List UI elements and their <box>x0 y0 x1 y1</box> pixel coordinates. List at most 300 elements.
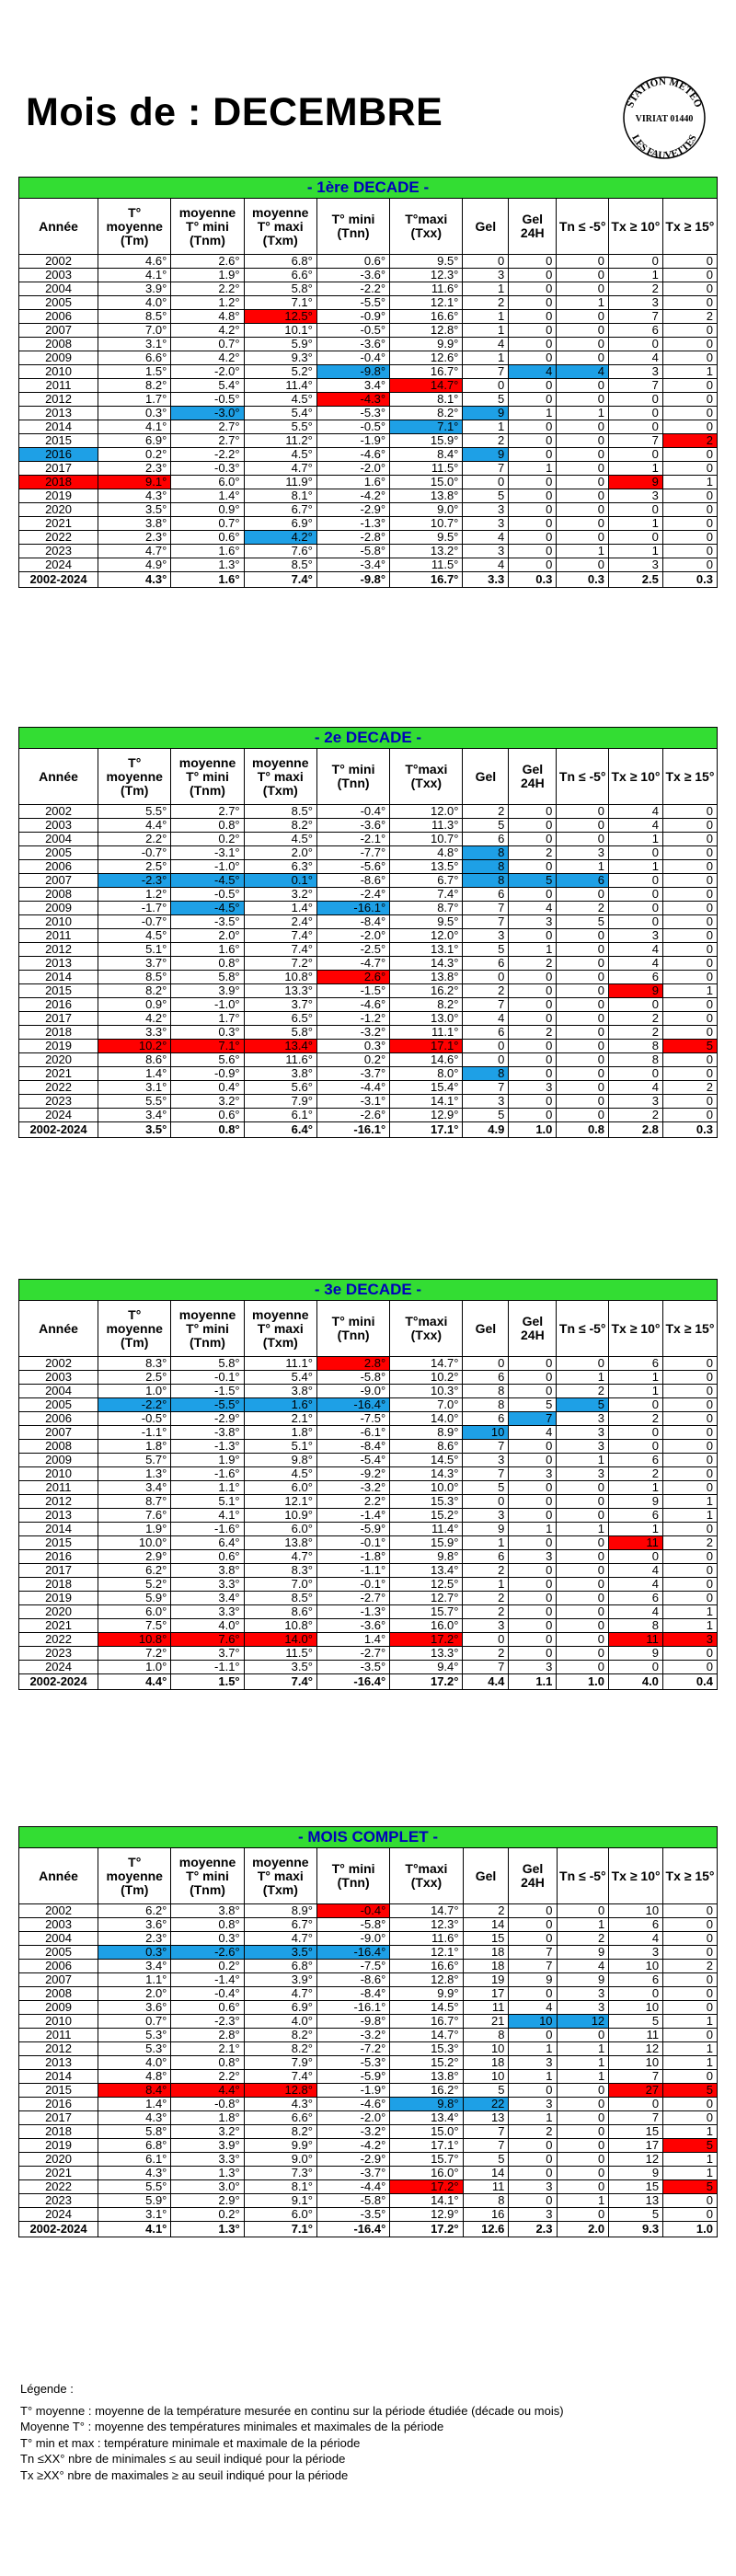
value-cell: 11 <box>463 2001 509 2015</box>
value-cell: 0 <box>509 255 557 269</box>
table-row <box>19 2139 718 2153</box>
value-cell: 15.4° <box>390 1081 463 1095</box>
value-cell: 4.9° <box>98 558 171 572</box>
value-cell: 7.1° <box>390 420 463 434</box>
value-cell: 3 <box>463 1509 509 1523</box>
value-cell: 0 <box>557 1495 609 1509</box>
value-cell: 14.5° <box>390 2001 463 2015</box>
table-row <box>19 957 718 971</box>
value-cell: 15 <box>609 2125 663 2139</box>
value-cell: 0 <box>608 255 662 269</box>
value-cell: 2.8° <box>171 2029 244 2042</box>
value-cell: 7.1° <box>244 296 316 310</box>
value-cell: 4.2° <box>98 1012 171 1026</box>
value-cell: 2 <box>463 296 509 310</box>
value-cell: 12.1° <box>390 1946 463 1960</box>
value-cell: 6.2° <box>98 1904 171 1918</box>
value-cell: 8.6° <box>98 1053 171 1067</box>
table-row <box>19 1918 718 1932</box>
value-cell: 14 <box>463 2167 509 2180</box>
column-header: moyenne T° maxi (Txm) <box>244 1848 316 1904</box>
value-cell: 0.8° <box>171 1918 244 1932</box>
value-cell: 10.0° <box>98 1536 171 1550</box>
value-cell: 5 <box>463 2084 509 2098</box>
value-cell: 5.9° <box>98 2194 171 2208</box>
value-cell: 13.8° <box>390 971 463 984</box>
value-cell: -3.2° <box>316 2029 389 2042</box>
value-cell: 6.1° <box>244 1109 316 1122</box>
value-cell: 7 <box>463 998 509 1012</box>
column-header: Année <box>19 199 98 255</box>
year-cell: 2015 <box>19 984 98 998</box>
value-cell: 4.3° <box>98 489 171 503</box>
value-cell: 0.8° <box>171 819 244 833</box>
table-row <box>19 929 718 943</box>
value-cell: -2.0° <box>171 365 244 379</box>
value-cell: 9 <box>557 1973 609 1987</box>
value-cell: 4.8° <box>390 846 463 860</box>
table-row <box>19 1904 718 1918</box>
table-row <box>19 338 718 351</box>
average-cell: 4.4 <box>463 1674 509 1690</box>
value-cell: 1 <box>609 1481 663 1495</box>
value-cell: 8.7° <box>390 902 463 915</box>
value-cell: 6 <box>463 1026 509 1040</box>
value-cell: 0 <box>609 1550 663 1564</box>
value-cell: 1 <box>509 462 557 476</box>
value-cell: 4 <box>609 957 663 971</box>
value-cell: 17 <box>609 2139 663 2153</box>
value-cell: 1 <box>509 2111 557 2125</box>
year-cell: 2010 <box>19 1467 98 1481</box>
value-cell: 2.3° <box>98 531 171 545</box>
value-cell: 3.1° <box>98 338 171 351</box>
value-cell: 7 <box>463 1661 509 1674</box>
value-cell: -8.4° <box>316 1987 389 2001</box>
value-cell: 9 <box>463 448 509 462</box>
value-cell: 8 <box>463 846 509 860</box>
value-cell: 13.1° <box>390 943 463 957</box>
year-cell: 2002 <box>19 1357 98 1371</box>
value-cell: 1.8° <box>244 1426 316 1440</box>
value-cell: 0 <box>662 1357 717 1371</box>
value-cell: -1.9° <box>316 434 389 448</box>
year-cell: 2016 <box>19 2098 98 2111</box>
value-cell: 0 <box>662 462 717 476</box>
value-cell: 0 <box>609 888 663 902</box>
value-cell: 14.7° <box>390 379 463 393</box>
value-cell: 1.9° <box>98 1523 171 1536</box>
table-row <box>19 874 718 888</box>
value-cell: 0 <box>463 1053 509 1067</box>
value-cell: 10 <box>609 1960 663 1973</box>
table-row <box>19 1095 718 1109</box>
value-cell: 1.4° <box>98 1067 171 1081</box>
column-header: Gel 24H <box>509 199 557 255</box>
value-cell: 8.7° <box>98 1495 171 1509</box>
year-cell: 2010 <box>19 915 98 929</box>
value-cell: 5 <box>609 2015 663 2029</box>
year-cell: 2008 <box>19 888 98 902</box>
value-cell: 3.8° <box>244 1385 316 1398</box>
value-cell: 7 <box>463 902 509 915</box>
value-cell: -7.5° <box>316 1412 389 1426</box>
value-cell: 3 <box>463 545 509 558</box>
column-header: Gel <box>463 199 509 255</box>
value-cell: 1 <box>463 282 509 296</box>
value-cell: 10.1° <box>244 324 316 338</box>
value-cell: 4 <box>609 1932 663 1946</box>
value-cell: 1 <box>663 2153 718 2167</box>
table-row <box>19 2042 718 2056</box>
value-cell: 11.9° <box>244 476 316 489</box>
value-cell: 6.7° <box>244 503 316 517</box>
table-row <box>19 489 718 503</box>
value-cell: 3.9° <box>98 282 171 296</box>
value-cell: 2 <box>463 1605 509 1619</box>
year-cell: 2020 <box>19 2153 98 2167</box>
value-cell: 0 <box>662 255 717 269</box>
value-cell: 18 <box>463 1946 509 1960</box>
value-cell: -16.4° <box>316 1946 389 1960</box>
value-cell: 4 <box>463 531 509 545</box>
value-cell: 0 <box>662 296 717 310</box>
value-cell: 22 <box>463 2098 509 2111</box>
column-header: moyenne T° mini (Tnm) <box>171 1301 244 1357</box>
average-cell: 2.0 <box>557 2222 609 2237</box>
year-cell: 2014 <box>19 1523 98 1536</box>
value-cell: 1 <box>463 1578 509 1592</box>
period-cell: 2002-2024 <box>19 572 98 588</box>
value-cell: 0 <box>663 1932 718 1946</box>
value-cell: 4.3° <box>244 2098 316 2111</box>
value-cell: 3 <box>509 1467 557 1481</box>
value-cell: 0 <box>509 558 557 572</box>
value-cell: 0 <box>463 1633 509 1647</box>
value-cell: 6.7° <box>244 1918 316 1932</box>
value-cell: 0 <box>557 476 609 489</box>
value-cell: 0 <box>557 1040 609 1053</box>
value-cell: -5.9° <box>316 1523 389 1536</box>
value-cell: 7.1° <box>171 1040 244 1053</box>
year-cell: 2003 <box>19 1918 98 1932</box>
value-cell: 0 <box>662 1523 717 1536</box>
average-cell: 0.3 <box>662 572 717 588</box>
value-cell: 4 <box>609 1578 663 1592</box>
value-cell: 0 <box>662 503 717 517</box>
value-cell: 0 <box>509 503 557 517</box>
value-cell: 5.3° <box>98 2029 171 2042</box>
value-cell: -4.2° <box>316 489 389 503</box>
value-cell: 8.2° <box>390 998 463 1012</box>
value-cell: 7 <box>463 365 509 379</box>
value-cell: 10 <box>463 2042 509 2056</box>
year-cell: 2004 <box>19 833 98 846</box>
value-cell: 0 <box>609 998 663 1012</box>
value-cell: 0 <box>608 503 662 517</box>
value-cell: 1 <box>609 860 663 874</box>
average-cell: 4.3° <box>98 572 171 588</box>
year-cell: 2021 <box>19 1619 98 1633</box>
value-cell: 0 <box>509 1619 557 1633</box>
value-cell: 11 <box>463 2180 509 2194</box>
table-row <box>19 1398 718 1412</box>
value-cell: 0.8° <box>171 2056 244 2070</box>
value-cell: 14.0° <box>244 1633 316 1647</box>
value-cell: 8 <box>463 1067 509 1081</box>
value-cell: 11.4° <box>244 379 316 393</box>
value-cell: 2 <box>609 1109 663 1122</box>
value-cell: 12.5° <box>244 310 316 324</box>
year-cell: 2014 <box>19 2070 98 2084</box>
value-cell: 5.8° <box>98 2125 171 2139</box>
column-header: Gel 24H <box>509 1848 557 1904</box>
value-cell: 0 <box>662 888 717 902</box>
value-cell: 13.8° <box>390 2070 463 2084</box>
value-cell: 1 <box>463 420 509 434</box>
year-cell: 2024 <box>19 1661 98 1674</box>
value-cell: 8.5° <box>98 310 171 324</box>
value-cell: 0 <box>509 2194 557 2208</box>
value-cell: 3 <box>557 2001 609 2015</box>
value-cell: 2.7° <box>171 805 244 819</box>
summary-row <box>19 1674 718 1690</box>
value-cell: 0 <box>662 489 717 503</box>
value-cell: -2.9° <box>316 2153 389 2167</box>
value-cell: 3.7° <box>171 1647 244 1661</box>
value-cell: 4.8° <box>171 310 244 324</box>
value-cell: -3.6° <box>316 1619 389 1633</box>
table-row <box>19 448 718 462</box>
value-cell: 5 <box>463 393 509 407</box>
column-header: Tn ≤ -5° <box>557 199 609 255</box>
stamp-top-text: STATION METEO <box>625 75 704 109</box>
value-cell: 7 <box>463 1467 509 1481</box>
value-cell: 11.5° <box>390 558 463 572</box>
value-cell: 7.4° <box>390 888 463 902</box>
column-header: Gel <box>463 1301 509 1357</box>
column-header: T°maxi (Txx) <box>390 1848 463 1904</box>
value-cell: 1 <box>557 2056 609 2070</box>
value-cell: -2.9° <box>171 1412 244 1426</box>
average-cell: 0.4 <box>662 1674 717 1690</box>
column-header: moyenne T° mini (Tnm) <box>171 749 244 805</box>
table-row <box>19 420 718 434</box>
column-header: Année <box>19 1301 98 1357</box>
value-cell: 0 <box>662 846 717 860</box>
year-cell: 2002 <box>19 255 98 269</box>
value-cell: 2.3° <box>98 1932 171 1946</box>
value-cell: 0 <box>557 2125 609 2139</box>
value-cell: 11.5° <box>244 1647 316 1661</box>
value-cell: 1.8° <box>171 2111 244 2125</box>
year-cell: 2009 <box>19 1454 98 1467</box>
year-cell: 2010 <box>19 2015 98 2029</box>
value-cell: 1 <box>509 2070 557 2084</box>
table-row <box>19 1592 718 1605</box>
column-header: T° moyenne (Tm) <box>98 1301 171 1357</box>
value-cell: 0 <box>509 379 557 393</box>
value-cell: 2 <box>463 1647 509 1661</box>
value-cell: 0 <box>557 998 609 1012</box>
value-cell: 0 <box>662 1095 717 1109</box>
value-cell: 8.2° <box>98 984 171 998</box>
value-cell: 1 <box>557 2070 609 2084</box>
value-cell: 3 <box>608 558 662 572</box>
year-cell: 2023 <box>19 2194 98 2208</box>
value-cell: 9 <box>463 1523 509 1536</box>
value-cell: 3.9° <box>171 984 244 998</box>
value-cell: 0 <box>557 2029 609 2042</box>
value-cell: 4.7° <box>244 462 316 476</box>
value-cell: 3.8° <box>244 1067 316 1081</box>
value-cell: 6.5° <box>244 1012 316 1026</box>
value-cell: -8.4° <box>316 1440 389 1454</box>
year-cell: 2011 <box>19 929 98 943</box>
value-cell: 1 <box>557 1523 609 1536</box>
value-cell: 0 <box>463 1357 509 1371</box>
value-cell: 7.5° <box>98 1619 171 1633</box>
value-cell: 1 <box>608 517 662 531</box>
value-cell: 4.7° <box>244 1987 316 2001</box>
value-cell: 1 <box>557 545 609 558</box>
value-cell: 0 <box>509 1454 557 1467</box>
value-cell: 2.3° <box>98 462 171 476</box>
value-cell: 9 <box>509 1973 557 1987</box>
value-cell: 1 <box>557 860 609 874</box>
value-cell: 9.4° <box>390 1661 463 1674</box>
column-header: Tn ≤ -5° <box>557 1848 609 1904</box>
value-cell: 12.0° <box>390 929 463 943</box>
value-cell: 0 <box>557 2208 609 2222</box>
column-header: Gel 24H <box>509 1301 557 1357</box>
value-cell: -1.2° <box>316 1012 389 1026</box>
value-cell: 3.4° <box>98 1481 171 1495</box>
table-row <box>19 545 718 558</box>
column-header: moyenne T° maxi (Txm) <box>244 749 316 805</box>
value-cell: 13 <box>609 2194 663 2208</box>
value-cell: 0 <box>662 1385 717 1398</box>
value-cell: 5.6° <box>244 1081 316 1095</box>
value-cell: 0 <box>557 420 609 434</box>
value-cell: 0 <box>557 434 609 448</box>
column-header: Tx ≥ 10° <box>609 1301 663 1357</box>
value-cell: 1 <box>609 1385 663 1398</box>
value-cell: 8 <box>463 1385 509 1398</box>
value-cell: 0 <box>662 1550 717 1564</box>
value-cell: 3 <box>609 1946 663 1960</box>
value-cell: 0 <box>509 1481 557 1495</box>
value-cell: 10.8° <box>244 971 316 984</box>
value-cell: 0 <box>557 1592 609 1605</box>
value-cell: 4.1° <box>171 1509 244 1523</box>
value-cell: 14.1° <box>390 2194 463 2208</box>
table-row <box>19 1578 718 1592</box>
value-cell: 0 <box>557 1550 609 1564</box>
value-cell: 6 <box>609 971 663 984</box>
value-cell: 1 <box>557 1918 609 1932</box>
value-cell: 2.8° <box>316 1357 389 1371</box>
table-row <box>19 407 718 420</box>
value-cell: -4.6° <box>316 2098 389 2111</box>
year-cell: 2019 <box>19 2139 98 2153</box>
table-row <box>19 1932 718 1946</box>
value-cell: 1.5° <box>98 365 171 379</box>
value-cell: 15.9° <box>390 1536 463 1550</box>
column-header: T° moyenne (Tm) <box>98 199 171 255</box>
value-cell: 0 <box>509 1095 557 1109</box>
value-cell: 3 <box>509 915 557 929</box>
value-cell: 0 <box>662 957 717 971</box>
value-cell: 2.5° <box>98 860 171 874</box>
value-cell: 13.8° <box>244 1536 316 1550</box>
table-row <box>19 2070 718 2084</box>
value-cell: 0 <box>557 1012 609 1026</box>
value-cell: 0 <box>509 1109 557 1122</box>
value-cell: 9 <box>609 1495 663 1509</box>
value-cell: 0.2° <box>316 1053 389 1067</box>
value-cell: -1.5° <box>316 984 389 998</box>
value-cell: 2 <box>609 1012 663 1026</box>
value-cell: 12.3° <box>390 269 463 282</box>
value-cell: 9.3° <box>244 351 316 365</box>
table-row <box>19 888 718 902</box>
average-cell: 4.1° <box>98 2222 171 2237</box>
value-cell: 0 <box>557 1619 609 1633</box>
table-row <box>19 1987 718 2001</box>
value-cell: 4.2° <box>171 324 244 338</box>
value-cell: 0 <box>662 998 717 1012</box>
year-cell: 2016 <box>19 1550 98 1564</box>
value-cell: 1 <box>662 1495 717 1509</box>
value-cell: 9.9° <box>244 2139 316 2153</box>
value-cell: 5.8° <box>171 971 244 984</box>
value-cell: 4 <box>509 2001 557 2015</box>
value-cell: 0 <box>662 338 717 351</box>
value-cell: 8.2° <box>244 2042 316 2056</box>
value-cell: 0 <box>662 531 717 545</box>
value-cell: 0 <box>662 1454 717 1467</box>
value-cell: 0 <box>663 1904 718 1918</box>
value-cell: 5.6° <box>171 1053 244 1067</box>
value-cell: -3.7° <box>316 1067 389 1081</box>
value-cell: 11 <box>609 2029 663 2042</box>
value-cell: 3.5° <box>244 1946 316 1960</box>
value-cell: 0 <box>663 1946 718 1960</box>
value-cell: 1 <box>608 545 662 558</box>
value-cell: 7 <box>463 1081 509 1095</box>
table-row <box>19 2084 718 2098</box>
value-cell: -8.6° <box>316 874 389 888</box>
value-cell: 7.9° <box>244 2056 316 2070</box>
year-cell: 2017 <box>19 1564 98 1578</box>
value-cell: 0 <box>509 1647 557 1661</box>
value-cell: 8.5° <box>244 1592 316 1605</box>
value-cell: 15.2° <box>390 1509 463 1523</box>
value-cell: 0 <box>662 379 717 393</box>
value-cell: -2.3° <box>171 2015 244 2029</box>
value-cell: 1.3° <box>171 2167 244 2180</box>
value-cell: 0.3° <box>171 1932 244 1946</box>
value-cell: 0 <box>557 971 609 984</box>
value-cell: 5.1° <box>98 943 171 957</box>
value-cell: -7.7° <box>316 846 389 860</box>
value-cell: 0 <box>662 805 717 819</box>
value-cell: 0 <box>557 324 609 338</box>
value-cell: 0 <box>557 393 609 407</box>
value-cell: -1.3° <box>171 1440 244 1454</box>
value-cell: 3.5° <box>244 1661 316 1674</box>
